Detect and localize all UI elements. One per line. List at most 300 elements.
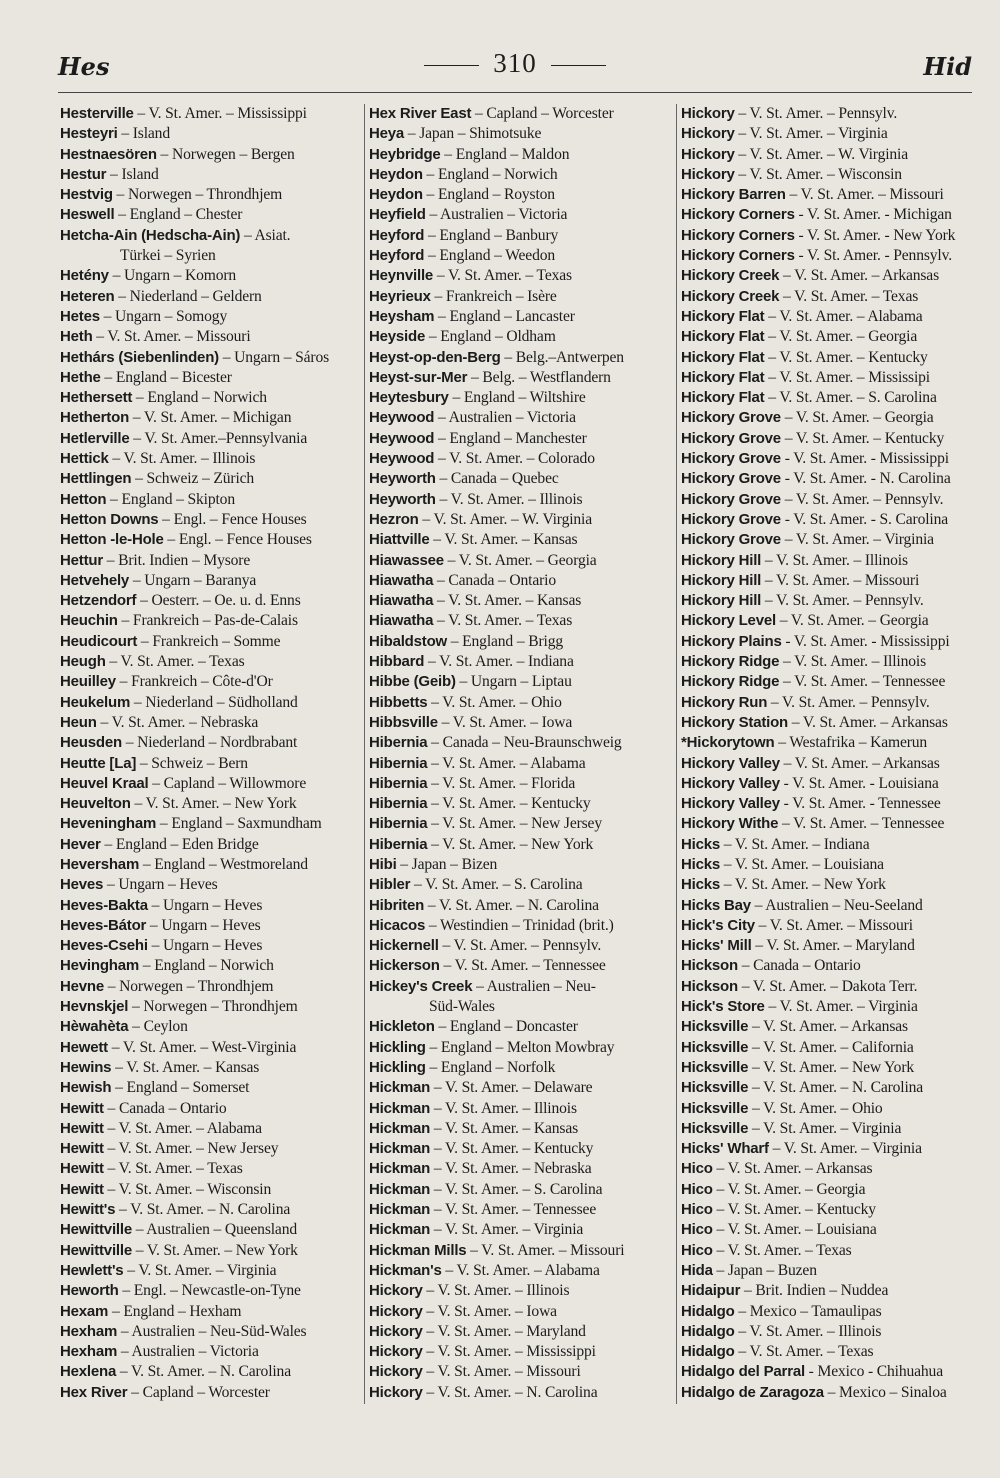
entry-detail: – V. St. Amer. – Alabama [427, 754, 586, 772]
entry-name: Hickman [369, 1119, 431, 1137]
entry-name: Hibler [369, 876, 411, 894]
entry [681, 530, 977, 550]
entry-detail: – V. St. Amer. – New York [130, 795, 297, 813]
entry-detail: – V. St. Amer. – Alabama [103, 1119, 262, 1137]
entry-name: Hickory [369, 1343, 423, 1361]
entry-name: Hickling [369, 1058, 426, 1076]
entry [60, 185, 360, 205]
entry-continuation-text: Süd-Wales [429, 998, 495, 1016]
entry [60, 997, 360, 1017]
entry [681, 896, 977, 916]
entry-name: Heuilley [60, 673, 116, 691]
entry [369, 652, 669, 672]
entry-name: Hickory Flat [681, 328, 765, 346]
entry [60, 1241, 360, 1261]
entry [369, 733, 669, 753]
entry [60, 1159, 360, 1179]
entry-detail: – Norwegen – Throndhjem [104, 977, 274, 995]
entry-detail: – Niederland – Geldern [114, 287, 262, 305]
entry-name: Hickman [369, 1140, 431, 1158]
entry-name: Heteren [60, 287, 115, 305]
entry-detail: – V. St. Amer. – Mississippi [422, 1343, 596, 1361]
entry [369, 246, 669, 266]
entry-name: Hewitt [60, 1180, 104, 1198]
entry [369, 774, 669, 794]
entry-detail: – V. St. Amer. – West-Virginia [107, 1038, 297, 1056]
entry-name: Hickory [681, 105, 735, 122]
entry-name: Hestur [60, 165, 107, 183]
entry [369, 1058, 669, 1078]
entry [369, 814, 669, 834]
entry-name: Hickory Hill [681, 592, 762, 610]
entry-name: Hickory Grove [681, 490, 781, 508]
entry-name: Hewittville [60, 1241, 132, 1259]
entry-name: Heyst-op-den-Berg [369, 348, 501, 366]
entry-detail: – Norwegen – Throndhjem [112, 186, 283, 204]
entry-detail: – V. St. Amer. – Pennsylv. [438, 937, 602, 955]
entry [60, 1180, 360, 1200]
entry-detail: – Australien – Neu- [472, 977, 596, 995]
entry-name: Heuvelton [60, 795, 131, 813]
entry-name: Heworth [60, 1282, 119, 1300]
entry [60, 205, 360, 225]
entry-detail: – England – Norwich [139, 957, 274, 975]
entry-name: Hever [60, 835, 101, 853]
entry-detail: – Niederland – Südholland [130, 693, 298, 711]
entry-name: Hiattville [369, 531, 430, 549]
entry-detail: – Frankreich – Pas-de-Calais [117, 612, 298, 630]
entry [60, 1038, 360, 1058]
header-dash-right [551, 65, 606, 66]
entry [369, 794, 669, 814]
entry [681, 104, 977, 124]
entry-name: Hickman [369, 1079, 431, 1097]
entry [369, 368, 669, 388]
entry [60, 977, 360, 997]
entry [60, 1099, 360, 1119]
entry [681, 1078, 977, 1098]
entry-detail: – V. St. Amer. – Georgia [780, 409, 934, 427]
entry-detail: – V. St. Amer. – California [748, 1038, 914, 1056]
entry-detail: – V. St. Amer. – Kentucky [780, 429, 945, 447]
entry-name: Hickory Level [681, 612, 776, 630]
entry [60, 449, 360, 469]
entry-name: Heyford [369, 247, 425, 265]
entry [681, 124, 977, 144]
entry-name: Hicksville [681, 1079, 749, 1097]
entry-detail: – England – Eden Bridge [100, 835, 259, 853]
entry-name: Hickory Grove [681, 450, 781, 468]
entry-detail: – Australien – Neu-Süd-Wales [117, 1322, 307, 1340]
entry [369, 510, 669, 530]
entry-detail: – V. St. Amer. – Pennsylv. [767, 693, 930, 711]
entry-detail: – V. St. Amer. – Tennessee [430, 1201, 597, 1219]
entry-detail: – England – Melton Mowbray [425, 1038, 615, 1056]
entry [369, 1383, 669, 1403]
entry-detail: – V. St. Amer. – New Jersey [103, 1140, 279, 1158]
entry [369, 145, 669, 165]
entry-name: Heugh [60, 653, 106, 671]
entry-name: Hexlena [60, 1363, 117, 1381]
entry [369, 185, 669, 205]
entry-name: Hetton [60, 490, 107, 508]
entry-detail: – England – Royston [422, 186, 555, 204]
entry-name: Heyworth [369, 470, 436, 488]
entry-name: Hibbard [369, 653, 425, 671]
entry-detail: – V. St. Amer. – New Jersey [427, 815, 602, 833]
entry-detail: – V. St. Amer. – Tennessee [779, 673, 946, 691]
entry-name: Hickory Station [681, 713, 789, 731]
entry-name: Hicksville [681, 1018, 749, 1036]
entry-name: Hicksville [681, 1038, 749, 1056]
entry [681, 571, 977, 591]
entry-detail: – England – Wiltshire [448, 389, 586, 407]
entry-name: Hicacos [369, 916, 426, 934]
entry-name: Hickory Valley [681, 774, 780, 792]
entry [60, 591, 360, 611]
entry-name: Hiawatha [369, 592, 434, 610]
entry-name: Hick's City [681, 916, 755, 934]
page-header [58, 46, 972, 86]
entry-name: Hesteyri [60, 125, 118, 143]
column-divider-1 [364, 104, 365, 1404]
entry [681, 551, 977, 571]
entry [369, 1159, 669, 1179]
entry [60, 551, 360, 571]
entry [681, 449, 977, 469]
entry-detail: – England – Oldham [425, 328, 556, 346]
entry-detail: - V. St. Amer. - Michigan [794, 206, 952, 224]
entry [681, 1180, 977, 1200]
entry [369, 1180, 669, 1200]
entry-name: Hevingham [60, 957, 140, 975]
entry-detail: – V. St. Amer. – Nebraska [430, 1160, 592, 1178]
entry-detail: – V. St. Amer. – Pennsylv. [780, 490, 944, 508]
entry-name: Hickson [681, 977, 738, 995]
entry-detail: – Brit. Indien – Nuddea [740, 1282, 889, 1300]
entry-detail: – Island [117, 125, 170, 143]
entry-name: Hidalgo del Parral [681, 1363, 805, 1381]
entry-name: Hicks [681, 876, 721, 894]
entry-name: Hickman [369, 1099, 431, 1117]
entry-name: Hewett [60, 1038, 108, 1056]
entry-name: Hickory Corners [681, 247, 795, 265]
entry-name: Hickory [369, 1383, 423, 1401]
entry-detail: – V. St. Amer. – Wisconsin [103, 1180, 272, 1198]
entry [60, 1261, 360, 1281]
entry-name: Heydon [369, 165, 423, 183]
entry [369, 571, 669, 591]
entry-detail: – V. St. Amer. – Georgia [764, 328, 918, 346]
entry-name: Hidalgo [681, 1322, 735, 1340]
entry-name: Heydon [369, 186, 423, 204]
entry-name: Hickory Valley [681, 754, 780, 772]
entry-name: Hickory Grove [681, 531, 781, 549]
entry-detail: – England – Weedon [424, 247, 556, 265]
entry-name: Heyst-sur-Mer [369, 368, 468, 386]
entry-detail: – V. St. Amer. – Virginia [780, 531, 934, 549]
entry-detail: – England – Norwich [422, 165, 558, 183]
entry-detail: – Engl. – Fence Houses [163, 531, 312, 549]
entry-name: Hetton Downs [60, 510, 159, 528]
entry [681, 1281, 977, 1301]
entry-name: Hettlingen [60, 470, 132, 488]
entry-name: Hexham [60, 1322, 118, 1340]
entry-detail: – V. St. Amer. – Illinois [734, 1322, 882, 1340]
entry [369, 388, 669, 408]
entry [60, 1058, 360, 1078]
header-right-keyword: Hid [923, 52, 972, 81]
entry-name: Hewlett's [60, 1261, 124, 1279]
entry-detail: – Ungarn – Heves [147, 896, 263, 914]
entry-name: Hickling [369, 1038, 426, 1056]
entry-detail: – Ungarn – Heves [146, 916, 261, 934]
entry-detail: – V. St. Amer. – S. Carolina [430, 1180, 603, 1198]
entry-detail: – V. St. Amer. – Missouri [422, 1363, 581, 1381]
entry-name: Hickory Ridge [681, 653, 780, 671]
entry [60, 408, 360, 428]
entry-detail: – Niederland – Nordbrabant [121, 734, 298, 752]
entry [681, 510, 977, 530]
column-divider-2 [676, 104, 677, 1404]
entry-detail: – V. St. Amer. – Missouri [761, 571, 920, 589]
entry [369, 1099, 669, 1119]
entry [60, 348, 360, 368]
entry [681, 307, 977, 327]
entry [369, 1362, 669, 1382]
entry [60, 165, 360, 185]
entry [681, 266, 977, 286]
entry-continuation-text: Türkei – Syrien [120, 247, 216, 265]
entry [369, 835, 669, 855]
entry [681, 1362, 977, 1382]
entry [60, 814, 360, 834]
entry-name: Heyrieux [369, 287, 431, 305]
entry-name: Hethárs (Siebenlinden) [60, 348, 219, 366]
entry-detail: - V. St. Amer. - Louisiana [779, 774, 939, 792]
entry-name: Hibriten [369, 896, 425, 914]
entry-name: Heyford [369, 226, 425, 244]
entry-detail: – V. St. Amer. – Texas [433, 267, 572, 285]
entry-detail: – V. St. Amer. – Texas [433, 612, 573, 630]
entry-detail: – Australien – Victoria [434, 409, 576, 427]
entry-detail: - V. St. Amer. - Mississippi [781, 632, 950, 650]
entry [369, 936, 669, 956]
entry-name: Hibbsville [369, 713, 438, 731]
entry-name: Hex River [60, 1383, 128, 1401]
entry [369, 1302, 669, 1322]
entry-name: Heynville [369, 267, 434, 285]
entry-name: Hickory Ridge [681, 673, 780, 691]
entry-detail: – England – Lancaster [434, 307, 575, 325]
entry [60, 896, 360, 916]
entry [681, 693, 977, 713]
entry-name: Hickory Valley [681, 795, 780, 813]
entry [369, 956, 669, 976]
entry [60, 1362, 360, 1382]
entry-detail: – V. St. Amer. – Virginia [123, 1261, 277, 1279]
entry-name: Hibernia [369, 774, 428, 792]
entry-detail: – Capland – Worcester [471, 105, 614, 122]
entry [369, 287, 669, 307]
entry [60, 327, 360, 347]
entry [681, 956, 977, 976]
entry [681, 794, 977, 814]
entry-detail: – V. St. Amer. – Illinois [430, 1099, 577, 1117]
entry [681, 632, 977, 652]
entry-name: Hidalgo [681, 1343, 735, 1361]
entry-detail: – V. St. Amer. – Arkansas [788, 713, 948, 731]
entry [60, 1281, 360, 1301]
entry [681, 368, 977, 388]
entry [60, 307, 360, 327]
entry-name: Hickory Flat [681, 348, 765, 366]
entry-name: Hibernia [369, 734, 428, 752]
entry-detail: – V. St. Amer. – Mississippi [133, 105, 307, 122]
entry-detail: – Canada – Ontario [103, 1099, 227, 1117]
entry-detail: – Westafrika – Kamerun [774, 734, 928, 752]
entry [681, 388, 977, 408]
entry-detail: – V. St. Amer. – Michigan [129, 409, 292, 427]
entry [369, 205, 669, 225]
entry-detail: – Frankreich – Isère [430, 287, 557, 305]
entry-detail: – Ungarn – Heves [147, 937, 263, 955]
entry-name: Hewitt [60, 1140, 104, 1158]
entry [681, 469, 977, 489]
entry [369, 591, 669, 611]
entry [60, 936, 360, 956]
entry-name: Hickson [681, 957, 738, 975]
entry [681, 1342, 977, 1362]
entry-name: Hicksville [681, 1058, 749, 1076]
entry [369, 916, 669, 936]
entry-detail: – Capland – Willowmore [148, 774, 307, 792]
entry-detail: – V. St. Amer. – Maryland [751, 937, 915, 955]
entry-detail: – V. St. Amer.–Pennsylvania [129, 429, 308, 447]
entry [60, 956, 360, 976]
entry-detail: – Mexico – Sinaloa [823, 1383, 947, 1401]
entry-name: Heudicourt [60, 632, 138, 650]
entry [681, 1058, 977, 1078]
entry-name: Hico [681, 1241, 713, 1259]
entry [681, 205, 977, 225]
entry [369, 713, 669, 733]
entry-detail: – V. St. Amer. – Missouri [754, 916, 913, 934]
entry-detail: – Frankreich – Somme [137, 632, 281, 650]
entry-detail: – Belg. – Westflandern [467, 368, 611, 386]
entry [369, 124, 669, 144]
entry [369, 1261, 669, 1281]
entry-detail: - V. St. Amer. - Mississippi [780, 450, 949, 468]
entry-detail: – Australien – Neu-Seeland [750, 896, 923, 914]
entry-detail: – England – Banbury [424, 226, 559, 244]
entry-detail: – V. St. Amer. – N. Carolina [748, 1079, 924, 1097]
entry [681, 1159, 977, 1179]
entry [369, 693, 669, 713]
entry-detail: – V. St. Amer. – New York [132, 1241, 298, 1259]
entry-name: Hico [681, 1201, 713, 1219]
entry-name: Hickory [369, 1363, 423, 1381]
entry-detail: – V. St. Amer. – Iowa [422, 1302, 557, 1320]
entry-detail: – Ungarn – Sáros [218, 348, 330, 366]
entry-detail: – Ungarn – Heves [103, 876, 218, 894]
entry [681, 226, 977, 246]
entry [60, 1342, 360, 1362]
entry-detail: – V. St. Amer. – Missouri [785, 186, 944, 204]
entry [60, 287, 360, 307]
entry-name: Hickory [681, 125, 735, 143]
entry-detail: – V. St. Amer. – Texas [734, 1343, 874, 1361]
entry-name: Hetény [60, 267, 109, 285]
entry-detail: – V. St. Amer. – Arkansas [779, 267, 939, 285]
entry-name: Hickory [369, 1302, 423, 1320]
entry-detail: – V. St. Amer. – N. Carolina [115, 1201, 291, 1219]
entry [60, 1078, 360, 1098]
entry-name: Heversham [60, 855, 140, 873]
entry [681, 916, 977, 936]
entry-name: Hewitt's [60, 1201, 116, 1219]
entry-name: Hetton -le-Hole [60, 531, 164, 549]
entry-detail: – V. St. Amer. – Virginia [764, 998, 918, 1016]
entry-detail: – V. St. Amer. – Indiana [720, 835, 870, 853]
entry [60, 145, 360, 165]
entry-detail: – V. St. Amer. – Kentucky [764, 348, 928, 366]
entry [681, 652, 977, 672]
entry-name: Hibernia [369, 795, 428, 813]
entry-detail: – England – Chester [114, 206, 243, 224]
entry-name: Hevnskjel [60, 998, 129, 1016]
entry-name: Hibaldstow [369, 632, 448, 650]
entry-name: Hickey's Creek [369, 977, 473, 995]
entry-name: Hicksville [681, 1099, 749, 1117]
entry [369, 429, 669, 449]
entry-detail: – Westindien – Trinidad (brit.) [425, 916, 614, 934]
entry-name: Hettur [60, 551, 103, 569]
entry-name: Heveningham [60, 815, 157, 833]
entry-name: Hettick [60, 450, 109, 468]
entry [681, 814, 977, 834]
entry [369, 348, 669, 368]
entry [369, 1322, 669, 1342]
entry [681, 611, 977, 631]
entry [60, 1017, 360, 1037]
entry-name: Hetlerville [60, 429, 130, 447]
entry-detail: – Ungarn – Somogy [99, 307, 228, 325]
entry-detail: – Japan – Buzen [712, 1261, 817, 1279]
entry-name: Heybridge [369, 145, 441, 163]
entry [369, 1342, 669, 1362]
entry [681, 774, 977, 794]
column-3 [681, 104, 977, 1414]
entry-name: Heves [60, 876, 104, 894]
entry-name: Hicks Bay [681, 896, 751, 914]
entry-detail: – England – Somerset [111, 1079, 250, 1097]
entry-detail: – V. St. Amer. – Illinois [779, 653, 926, 671]
entry-name: Hewitt [60, 1119, 104, 1137]
entry-detail: – Japan – Shimotsuke [404, 125, 542, 143]
entry [60, 368, 360, 388]
entry [60, 1302, 360, 1322]
entry-detail: – V. St. Amer. – Missouri [92, 328, 251, 346]
entry [60, 1139, 360, 1159]
entry-detail: – Canada – Quebec [435, 470, 559, 488]
entry-name: Heuvel Kraal [60, 774, 149, 792]
entry-detail: – V. St. Amer. – Texas [105, 653, 245, 671]
entry [681, 1017, 977, 1037]
entry-detail: – V. St. Amer. – Texas [779, 287, 919, 305]
entry-name: Hiawatha [369, 612, 434, 630]
entry-name: Heves-Csehi [60, 937, 148, 955]
